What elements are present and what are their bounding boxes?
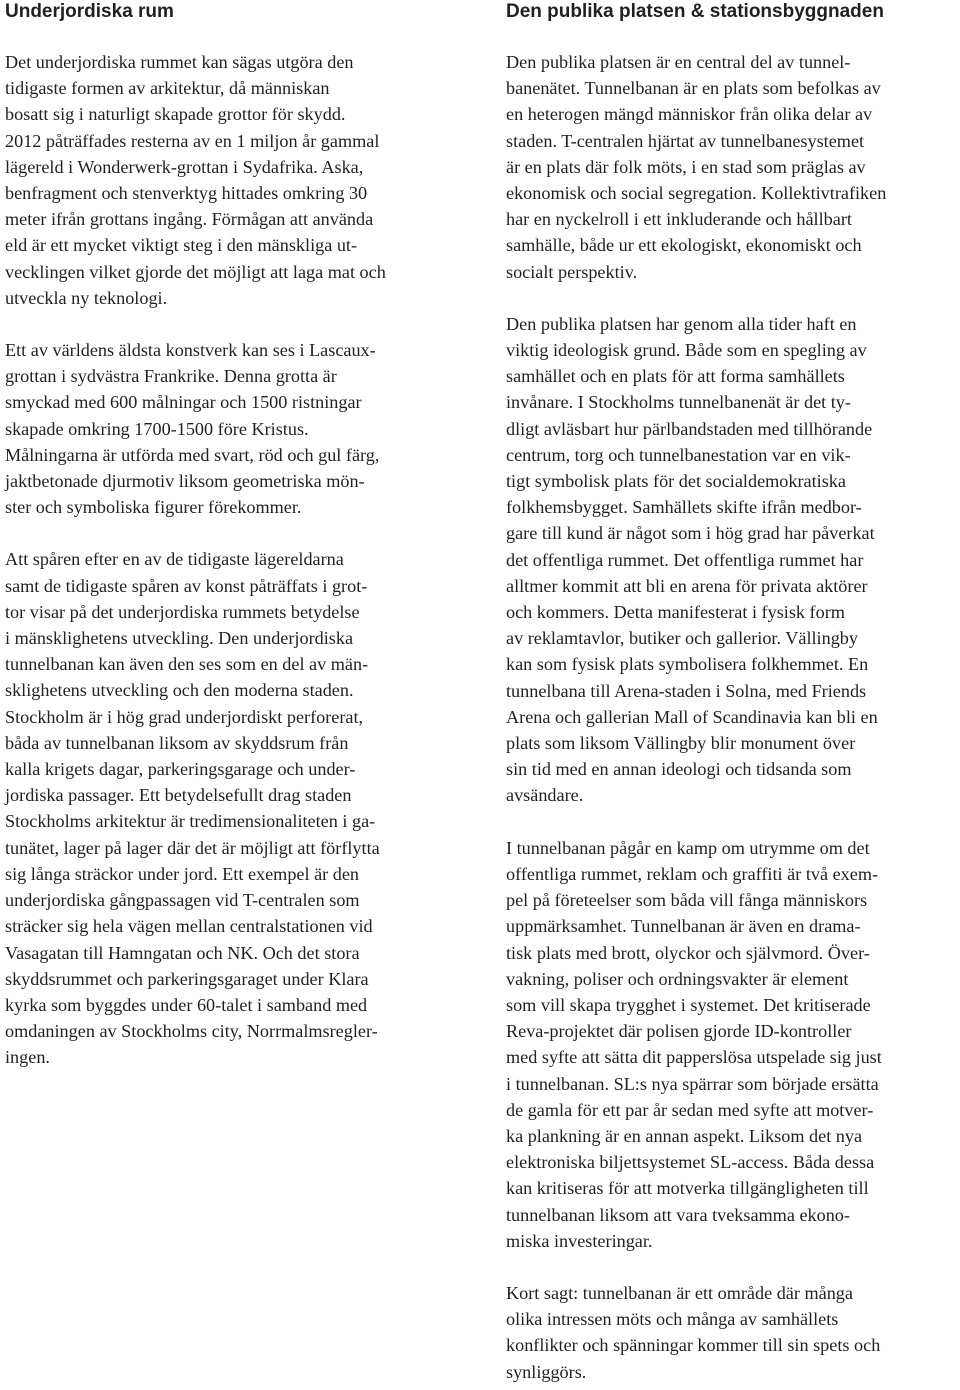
text-line: miska investeringar.: [506, 1230, 653, 1251]
text-line: centrum, torg och tunnelbanestation var en vik-: [506, 444, 851, 465]
text-line: viktig ideologisk grund. Både som en spegling av: [506, 340, 867, 361]
text-line: tunnelbanan liksom att vara tveksamma ekono-: [506, 1204, 850, 1225]
text-line: folkhemsbygget. Samhällets skifte ifrån medbor-: [506, 497, 862, 518]
text-line: elektroniska biljettsystemet SL-access. Båda dessa: [506, 1152, 875, 1173]
text-line: synliggörs.: [506, 1361, 587, 1382]
text-line: uppmärksamhet. Tunnelbanan är även en drama-: [506, 916, 861, 937]
text-line: en heterogen mängd människor från olika delar av: [506, 104, 873, 125]
text-line: kyrka som byggdes under 60-talet i samband med: [5, 994, 368, 1015]
text-line: Vasagatan till Hamngatan och NK. Och det stora: [5, 942, 360, 963]
text-line: i mänsklighetens utveckling. Den underjordiska: [5, 628, 354, 649]
text-line: samhället och en plats för att forma samhällets: [506, 366, 845, 387]
text-line: jordiska passager. Ett betydelsefullt drag staden: [5, 785, 352, 806]
text-line: tunnelbanan kan även den ses som en del av män-: [5, 654, 369, 675]
text-line: Målningarna är utförda med svart, röd och gul färg,: [5, 444, 380, 465]
text-line: lägereld i Wonderwerk-grottan i Sydafrika. Aska,: [5, 156, 364, 177]
text-line: I tunnelbanan pågår en kamp om utrymme om det: [506, 837, 870, 858]
text-line: ingen.: [5, 1047, 50, 1068]
text-line: socialt perspektiv.: [506, 261, 638, 282]
paragraph: [5, 337, 455, 520]
text-line: gare till kund är något som i hög grad har påverkat: [506, 523, 875, 544]
paragraph: [506, 1280, 956, 1385]
text-line: båda av tunnelbanan liksom av skyddsrum från: [5, 732, 349, 753]
text-line: Stockholm är i hög grad underjordiskt perforerat,: [5, 706, 364, 727]
text-line: samt de tidigaste spåren av konst påträffats i grot-: [5, 575, 368, 596]
text-line: alltmer kommit att bli en arena för privata aktörer: [506, 575, 868, 596]
text-line: sträcker sig hela vägen mellan centralstationen vid: [5, 916, 373, 937]
text-line: i tunnelbanan. SL:s nya spärrar som började ersätta: [506, 1073, 879, 1094]
text-line: plats som liksom Vällingby blir monument över: [506, 733, 856, 754]
text-line: omdaningen av Stockholms city, Norrmalmsregler-: [5, 1021, 378, 1042]
text-line: tunätet, lager på lager där det är möjligt att förflytta: [5, 837, 380, 858]
section-heading-underground: Underjordiska rum: [5, 1, 174, 22]
text-line: 2012 påträffades resterna av en 1 miljon år gammal: [5, 130, 380, 151]
text-line: benfragment och stenverktyg hittades omkring 30: [5, 183, 368, 204]
text-line: sklighetens utveckling och den moderna staden.: [5, 680, 354, 701]
section-heading-public-place: Den publika platsen & stationsbyggnaden: [506, 1, 884, 22]
text-line: kan kritiseras för att motverka tillgängligheten till: [506, 1178, 869, 1199]
paragraph: [506, 49, 956, 285]
text-line: Reva-projektet där polisen gjorde ID-kontroller: [506, 1021, 852, 1042]
paragraph: [5, 49, 455, 311]
text-line: pel på företeelser som båda vill fånga människors: [506, 890, 868, 911]
text-line: avsändare.: [506, 785, 584, 806]
text-line: och kommers. Detta manifesterat i fysisk form: [506, 602, 845, 623]
text-line: samhälle, både ur ett ekologiskt, ekonomiskt och: [506, 235, 862, 256]
text-line: av reklamtavlor, butiker och gallerior. Vällingby: [506, 628, 858, 649]
text-line: är en plats där folk möts, i en stad som präglas av: [506, 156, 866, 177]
text-line: staden. T-centralen hjärtat av tunnelbanesystemet: [506, 130, 865, 151]
text-line: Arena och gallerian Mall of Scandinavia kan bli en: [506, 706, 878, 727]
text-line: sig långa sträckor under jord. Ett exempel är den: [5, 863, 360, 884]
paragraph: [506, 311, 956, 809]
text-line: Kort sagt: tunnelbanan är ett område där många: [506, 1282, 853, 1303]
right-column: [506, 0, 956, 1385]
text-line: jaktbetonade djurmotiv liksom geometriska mön-: [5, 471, 365, 492]
text-line: Att spåren efter en av de tidigaste lägereldarna: [5, 549, 344, 570]
text-line: invånare. I Stockholms tunnelbanenät är det ty-: [506, 392, 851, 413]
text-line: tidigaste formen av arkitektur, då människan: [5, 78, 330, 99]
text-line: de gamla för ett par år sedan med syfte att motver-: [506, 1099, 874, 1120]
text-line: tisk plats med brott, olyckor och självmord. Över-: [506, 942, 870, 963]
text-line: olika intressen möts och många av samhällets: [506, 1309, 839, 1330]
text-line: offentliga rummet, reklam och graffiti är två exem-: [506, 863, 879, 884]
text-line: ekonomisk och social segregation. Kollektivtrafiken: [506, 183, 887, 204]
text-line: Stockholms arkitektur är tredimensionaliteten i ga-: [5, 811, 376, 832]
text-line: med syfte att sätta dit papperslösa utspelade sig just: [506, 1047, 882, 1068]
text-line: skapade omkring 1700-1500 före Kristus.: [5, 418, 309, 439]
text-line: tunnelbana till Arena-staden i Solna, med Friends: [506, 680, 867, 701]
text-line: vecklingen vilket gjorde det möjligt att laga mat och: [5, 261, 386, 282]
text-line: skyddsrummet och parkeringsgaraget under Klara: [5, 968, 369, 989]
text-line: som vill skapa trygghet i systemet. Det kritiserade: [506, 994, 871, 1015]
text-line: smyckad med 600 målningar och 1500 ristningar: [5, 392, 362, 413]
text-line: konflikter och spänningar kommer till sin spets och: [506, 1335, 881, 1356]
text-line: ka plankning är en annan aspekt. Liksom det nya: [506, 1125, 863, 1146]
text-line: ster och symboliska figurer förekommer.: [5, 497, 302, 518]
text-line: har en nyckelroll i ett inkluderande och hållbart: [506, 209, 852, 230]
text-line: vakning, poliser och ordningsvakter är element: [506, 968, 849, 989]
text-line: kalla krigets dagar, parkeringsgarage och under-: [5, 759, 356, 780]
text-line: sin tid med en annan ideologi och tidsanda som: [506, 759, 852, 780]
text-line: det offentliga rummet. Det offentliga rummet har: [506, 549, 864, 570]
text-line: Den publika platsen har genom alla tider haft en: [506, 313, 857, 334]
text-line: Det underjordiska rummet kan sägas utgöra den: [5, 52, 354, 72]
text-line: underjordiska gångpassagen vid T-centralen som: [5, 890, 360, 911]
paragraph: [506, 835, 956, 1254]
text-line: Ett av världens äldsta konstverk kan ses i Lascaux-: [5, 340, 376, 361]
paragraph: [5, 546, 455, 1070]
text-line: tigt symbolisk plats för det socialdemokratiska: [506, 471, 846, 492]
left-column: [5, 0, 455, 1071]
text-line: tor visar på det underjordiska rummets betydelse: [5, 601, 360, 622]
text-line: kan som fysisk plats symbolisera folkhemmet. En: [506, 654, 869, 675]
text-line: meter ifrån grottans ingång. Förmågan att använda: [5, 209, 374, 230]
text-line: utveckla ny teknologi.: [5, 287, 168, 308]
text-line: grottan i sydvästra Frankrike. Denna grotta är: [5, 366, 337, 387]
text-line: bosatt sig i naturligt skapade grottor för skydd.: [5, 104, 346, 125]
text-line: Den publika platsen är en central del av tunnel-: [506, 52, 851, 72]
text-line: banenätet. Tunnelbanan är en plats som befolkas av: [506, 78, 881, 99]
text-line: eld är ett mycket viktigt steg i den mänskliga ut-: [5, 235, 358, 256]
text-line: dligt avläsbart hur pärlbandstaden med tillhörande: [506, 418, 873, 439]
